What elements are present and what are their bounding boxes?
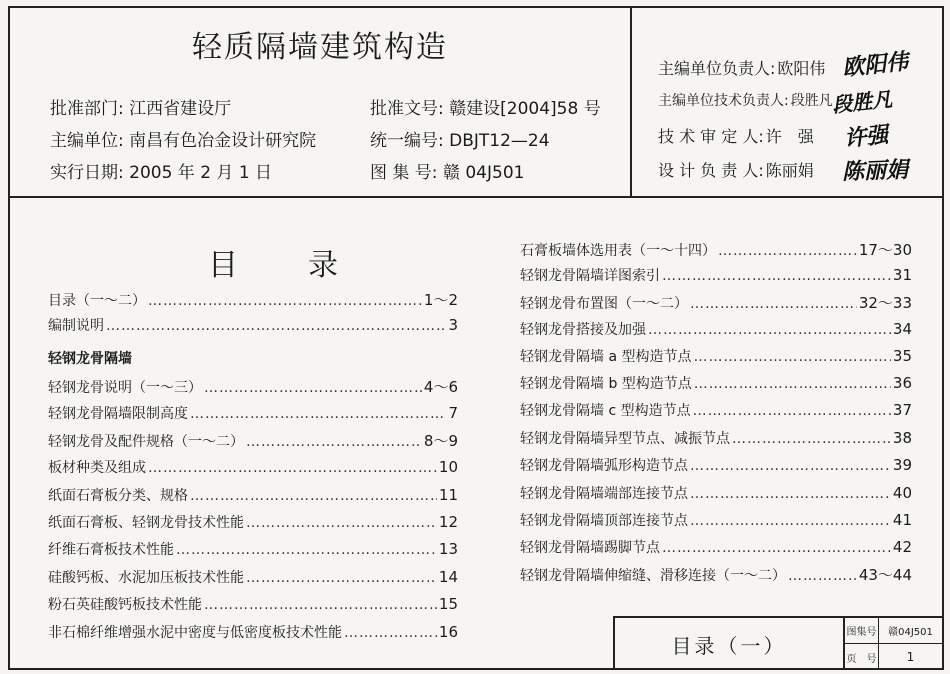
effective-date-value: 2005 年 2 月 1 日: [129, 163, 273, 183]
toc-leader-dots: [106, 318, 446, 334]
toc-entry-title: 纤维石膏板技术性能: [48, 542, 174, 558]
toc-entry-page: 39: [892, 456, 912, 474]
toc-entry-title: 轻钢龙骨及配件规格（一～二）: [48, 434, 244, 450]
toc-entry-page: 43～44: [858, 566, 912, 584]
responsible-name: 陈丽娟: [765, 161, 814, 180]
toc-entry-page: 38: [892, 429, 912, 447]
toc-entry: [48, 622, 458, 642]
atlas-value: 赣04J501: [879, 618, 942, 644]
approval-dept-row: [50, 94, 231, 119]
toc-entry-title: 纸面石膏板、轻钢龙骨技术性能: [48, 515, 244, 531]
approval-doc-row: [370, 94, 601, 119]
responsible-role: 设 计 负 责 人:: [658, 161, 764, 180]
toc-entry-page: 13: [438, 540, 458, 558]
toc-leader-dots: [662, 268, 891, 284]
toc-entry-title: 轻钢龙骨搭接及加强: [520, 322, 646, 338]
toc-leader-dots: [693, 403, 891, 419]
toc-leader-dots: [344, 625, 437, 641]
responsible-name: 段胜凡: [790, 93, 833, 109]
responsible-row: [658, 56, 825, 79]
toc-entry-page: 3: [448, 316, 458, 334]
toc-leader-dots: [246, 570, 437, 586]
toc-entry-title: 轻钢龙骨隔墙伸缩缝、滑移连接（一～二）: [520, 568, 786, 584]
toc-entry-title: 目录（一～二）: [48, 293, 146, 309]
toc-leader-dots: [690, 486, 891, 502]
approval-dept-label: 批准部门:: [50, 99, 124, 119]
responsible-role: 主编单位负责人:: [658, 59, 776, 78]
signature: 许强: [842, 121, 890, 153]
responsible-row: [658, 90, 833, 110]
toc-entry-title: 编制说明: [48, 318, 104, 334]
toc-entry-page: 31: [892, 266, 912, 284]
responsible-role: 技 术 审 定 人:: [658, 127, 764, 146]
toc-entry: [48, 485, 458, 505]
toc-entry: [48, 594, 458, 614]
toc-entry-page: 10: [438, 458, 458, 476]
toc-leader-dots: [204, 597, 437, 613]
toc-leader-dots: [662, 540, 891, 556]
toc-entry-title: 板材种类及组成: [48, 460, 146, 476]
toc-entry-title: 轻钢龙骨隔墙限制高度: [48, 406, 188, 422]
toc-entry-page: 4～6: [423, 378, 458, 396]
toc-leader-dots: [190, 488, 437, 504]
toc-entry-title: 轻钢龙骨隔墙踢脚节点: [520, 540, 660, 556]
responsible-row: [658, 158, 814, 181]
header-info: [10, 8, 632, 196]
responsible-role: 主编单位技术负责人:: [658, 93, 789, 109]
toc-entry: [48, 539, 458, 559]
toc-entry-page: 1～2: [423, 291, 458, 309]
toc-entry-page: 17～30: [858, 241, 912, 259]
toc-entry-title: 轻钢龙骨隔墙异型节点、减振节点: [520, 431, 730, 447]
sheet-title: 目录（一）: [615, 618, 845, 670]
toc-entry-title: 轻钢龙骨隔墙 a 型构造节点: [520, 349, 692, 365]
toc-entry: [520, 373, 912, 393]
toc-leader-dots: [690, 296, 857, 312]
toc-entry-page: 37: [892, 401, 912, 419]
unified-no-label: 统一编号:: [370, 131, 444, 151]
toc-entry: [520, 564, 912, 585]
toc-entry: [520, 483, 912, 503]
page-value: 1: [906, 650, 915, 664]
toc-leader-dots: [718, 243, 857, 259]
toc-entry-title: 轻钢龙骨隔墙 b 型构造节点: [520, 376, 692, 392]
approval-doc-value: 赣建设[2004]58 号: [449, 99, 601, 119]
atlas-no-value: 赣 04J501: [442, 163, 525, 183]
toc-entry-page: 41: [892, 511, 912, 529]
approval-doc-label: 批准文号:: [370, 99, 444, 119]
drawing-sheet: [8, 6, 944, 670]
toc-entry-page: 36: [892, 374, 912, 392]
responsible-name: 欧阳伟: [777, 59, 826, 78]
toc-entry-title: 轻钢龙骨隔墙端部连接节点: [520, 486, 688, 502]
toc-entry: [48, 567, 458, 587]
toc-entry-title: 轻钢龙骨隔墙弧形构造节点: [520, 458, 688, 474]
atlas-label: 图集号: [845, 618, 879, 644]
toc-entry: [48, 430, 458, 451]
toc-entry: [520, 346, 912, 366]
toc-entry: [520, 319, 912, 339]
toc-leader-dots: [148, 293, 422, 309]
unified-no-row: [370, 126, 550, 151]
toc-entry-title: 轻钢龙骨隔墙顶部连接节点: [520, 513, 688, 529]
header-block: [10, 8, 942, 198]
toc-entry-title: 粉石英硅酸钙板技术性能: [48, 597, 202, 613]
toc-leader-dots: [148, 460, 437, 476]
toc-entry-page: 34: [892, 320, 912, 338]
responsible-row: [658, 124, 814, 147]
editor-unit-value: 南昌有色冶金设计研究院: [129, 131, 317, 151]
toc-entry-page: 8～9: [423, 432, 458, 450]
toc-entry-title: 轻钢龙骨说明（一～三）: [48, 380, 202, 396]
toc-leader-dots: [694, 376, 891, 392]
toc-entry-page: 42: [892, 538, 912, 556]
toc-entry: [520, 292, 912, 313]
toc-entry: [520, 510, 912, 530]
toc-entry: [520, 537, 912, 557]
toc-entry: [48, 512, 458, 532]
toc-entry: [520, 239, 912, 260]
toc-leader-dots: [204, 380, 422, 396]
signature: 陈丽娟: [841, 156, 909, 186]
responsible-persons: [632, 8, 942, 196]
effective-date-row: [50, 158, 272, 183]
toc-entry-page: 40: [892, 484, 912, 502]
toc-leader-dots: [648, 322, 891, 338]
editor-unit-row: [50, 126, 316, 151]
toc-entry: [520, 428, 912, 448]
signature: 段胜凡: [831, 86, 894, 118]
page-label: 页 号: [845, 644, 879, 670]
editor-unit-label: 主编单位:: [50, 131, 124, 151]
toc-leader-dots: [690, 513, 891, 529]
toc-entry: [48, 315, 458, 335]
toc-entry: [48, 403, 458, 423]
toc-leader-dots: [690, 458, 891, 474]
toc-entry-title: 硅酸钙板、水泥加压板技术性能: [48, 570, 244, 586]
toc-leader-dots: [176, 542, 437, 558]
toc-leader-dots: [246, 434, 422, 450]
toc-entry-title: 纸面石膏板分类、规格: [48, 488, 188, 504]
toc-entry-page: 7: [448, 404, 458, 422]
toc-entry-title: 轻钢龙骨隔墙详图索引: [520, 268, 660, 284]
toc-leader-dots: [246, 515, 437, 531]
effective-date-label: 实行日期:: [50, 163, 124, 183]
toc-leader-dots: [732, 431, 891, 447]
toc-entry-title: 轻钢龙骨隔墙 c 型构造节点: [520, 403, 691, 419]
approval-dept-value: 江西省建设厅: [129, 99, 232, 119]
toc-entry: [520, 455, 912, 475]
toc-entry-page: 16: [438, 623, 458, 641]
toc-entry: [48, 376, 458, 397]
toc-heading: 目 录: [208, 248, 358, 283]
toc-entry-page: 35: [892, 347, 912, 365]
toc-entry-title: 石膏板墙体选用表（一～十四）: [520, 243, 716, 259]
unified-no-value: DBJT12—24: [449, 131, 550, 151]
toc-entry-title: 非石棉纤维增强水泥中密度与低密度板技术性能: [48, 625, 342, 641]
title-block: [613, 616, 942, 670]
toc-entry-page: 32～33: [858, 294, 912, 312]
toc-entry: [520, 400, 912, 420]
toc-entry-page: 15: [438, 595, 458, 613]
toc-entry: [520, 265, 912, 285]
signature: 欧阳伟: [840, 48, 910, 82]
toc-leader-dots: [788, 568, 857, 584]
toc-entry-title: 轻钢龙骨布置图（一～二）: [520, 296, 688, 312]
toc-entry: [48, 289, 458, 310]
atlas-no-row: [370, 158, 524, 183]
toc-entry-page: 12: [438, 513, 458, 531]
toc-entry-page: 14: [438, 568, 458, 586]
toc-entry: [48, 457, 458, 477]
atlas-no-label: 图 集 号:: [370, 163, 438, 183]
document-title: 轻质隔墙建筑构造: [192, 30, 448, 65]
toc-leader-dots: [693, 349, 890, 365]
responsible-name: 许 强: [765, 127, 814, 146]
toc-entry-page: 11: [438, 486, 458, 504]
toc-leader-dots: [190, 406, 446, 422]
section-heading: 轻钢龙骨隔墙: [48, 351, 132, 367]
